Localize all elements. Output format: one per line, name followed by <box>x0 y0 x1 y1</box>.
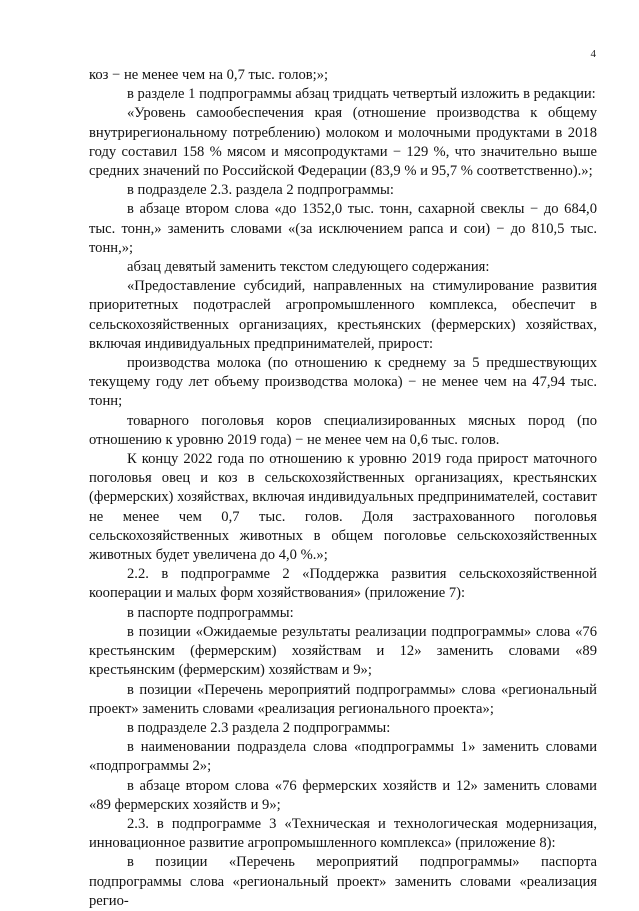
document-body <box>89 66 597 911</box>
page-number: 4 <box>590 48 596 60</box>
paragraph: 2.2. в подпрограмме 2 «Поддержка развития сельскохозяйственной кооперации и малых форм хозяйствования» (приложение 7): <box>89 566 597 602</box>
paragraph: в паспорте подпрограммы: <box>127 604 294 621</box>
paragraph: в позиции «Перечень мероприятий подпрограммы» паспорта подпрограммы слова «региональный проект» заменить словами «реализация регио- <box>89 854 597 909</box>
paragraph: в наименовании подраздела слова «подпрограммы 1» заменить словами «подпрограммы 2»; <box>89 739 597 775</box>
paragraph: в абзаце втором слова «до 1352,0 тыс. тонн, сахарной свеклы − до 684,0 тыс. тонн,» заменить словами «(за исключением рапса и сои) − до 810,5 тыс. тонн,»; <box>89 201 597 256</box>
paragraph: в позиции «Перечень мероприятий подпрограммы» слова «региональный проект» заменить словами «реализация регионального проекта»; <box>89 681 597 717</box>
paragraph: коз − не менее чем на 0,7 тыс. голов;»; <box>89 67 329 83</box>
paragraph: в разделе 1 подпрограммы абзац тридцать четвертый изложить в редакции: <box>127 86 596 103</box>
paragraph: в позиции «Ожидаемые результаты реализации подпрограммы» слова «76 крестьянским (фермерским) хозяйствам и 12» заменить словами «89 крестьянским (фермерским) хозяйствам и 9»; <box>89 623 597 679</box>
paragraph: К концу 2022 года по отношению к уровню 2019 года прирост маточного поголовья овец и коз в сельскохозяйственных организациях, крестьянских (фермерских) хозяйствах, включая индивидуальных предпринимателей, составит не менее чем 0,7 тыс. голов. Доля застрахованного поголовья сельскохозяйственных животных в общем поголовье сельскохозяйственных животных будет увеличена до 4,0 %.»; <box>89 451 597 564</box>
paragraph: 2.3. в подпрограмме 3 «Техническая и технологическая модернизация, инновационное развитие агропромышленного комплекса» (приложение 8): <box>89 815 597 852</box>
paragraph: в абзаце втором слова «76 фермерских хозяйств и 12» заменить словами «89 фермерских хозяйств и 9»; <box>89 777 597 813</box>
paragraph: «Предоставление субсидий, направленных на стимулирование развития приоритетных подотраслей агропромышленного комплекса, обеспечит в сельскохозяйственных организациях, крестьянских (фермерских) хозяйствах, включая индивидуальных предпринимателей, прирост: <box>89 278 597 352</box>
paragraph: «Уровень самообеспечения края (отношение производства к общему внутрирегиональному потреблению) молоком и молочными продуктами в 2018 году составил 158 % мясом и мясопродуктами − 129 %, что значительно выше средних значений по Российской Федерации (83,9 % и 95,7 % соответственно).»; <box>89 105 597 180</box>
paragraph: в подразделе 2.3. раздела 2 подпрограммы: <box>127 182 394 199</box>
paragraph: товарного поголовья коров специализированных мясных пород (по отношению к уровню 2019 года) − не менее чем на 0,6 тыс. голов. <box>89 412 597 448</box>
paragraph: в подразделе 2.3 раздела 2 подпрограммы: <box>127 719 391 736</box>
paragraph: абзац девятый заменить текстом следующего содержания: <box>127 259 490 276</box>
paragraph: производства молока (по отношению к среднему за 5 предшествующих текущему году лет объему производства молока) − не менее чем на 47,94 тыс. тонн; <box>89 355 597 410</box>
